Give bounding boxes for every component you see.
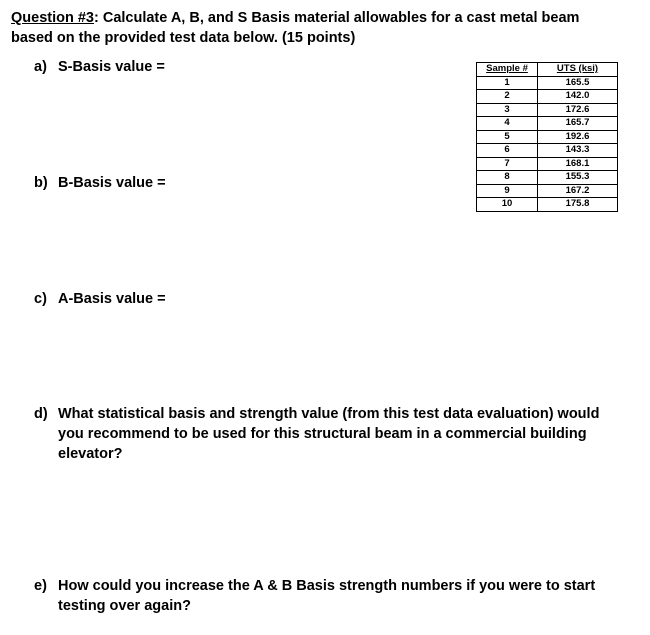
- sample-cell: 10: [477, 198, 538, 212]
- table-row: [477, 130, 618, 144]
- part-e-letter: e): [34, 578, 47, 594]
- sample-cell: 9: [477, 184, 538, 198]
- sample-cell: 8: [477, 171, 538, 185]
- uts-cell: 168.1: [538, 157, 618, 171]
- uts-cell: 165.7: [538, 117, 618, 131]
- table-row: [477, 117, 618, 131]
- part-c-text: A-Basis value =: [58, 291, 166, 307]
- uts-cell: 192.6: [538, 130, 618, 144]
- uts-cell: 167.2: [538, 184, 618, 198]
- header-sample: Sample #: [477, 63, 538, 77]
- part-e-text: How could you increase the A & B Basis strength numbers if you were to start testing over again?: [58, 578, 596, 614]
- part-b-text: B-Basis value =: [58, 175, 166, 191]
- test-data-table: [476, 62, 618, 212]
- sample-cell: 2: [477, 90, 538, 104]
- uts-cell: 165.5: [538, 76, 618, 90]
- table-row: [477, 198, 618, 212]
- question-heading: [11, 8, 611, 48]
- table-row: [477, 90, 618, 104]
- part-c-letter: c): [34, 291, 47, 307]
- table-row: [477, 184, 618, 198]
- table-row: [477, 144, 618, 158]
- uts-cell: 175.8: [538, 198, 618, 212]
- header-uts: UTS (ksi): [538, 63, 618, 77]
- table-header-row: [477, 63, 618, 77]
- uts-cell: 143.3: [538, 144, 618, 158]
- part-e: [34, 576, 614, 616]
- sample-cell: 7: [477, 157, 538, 171]
- table-row: [477, 103, 618, 117]
- uts-cell: 142.0: [538, 90, 618, 104]
- sample-cell: 5: [477, 130, 538, 144]
- table-row: [477, 76, 618, 90]
- part-b: [34, 173, 166, 193]
- table-row: [477, 157, 618, 171]
- table-row: [477, 171, 618, 185]
- question-number: Question #3: [11, 10, 94, 26]
- part-a-letter: a): [34, 59, 47, 75]
- sample-cell: 4: [477, 117, 538, 131]
- part-d-text: What statistical basis and strength value (from this test data evaluation) would you recommend to be used for this structural beam in a commercial building elevator?: [58, 406, 600, 462]
- part-a: [34, 57, 165, 77]
- uts-cell: 155.3: [538, 171, 618, 185]
- sample-cell: 1: [477, 76, 538, 90]
- question-title: : Calculate A, B, and S Basis material allowables for a cast metal beam based on the provided test data below. (15 points): [11, 10, 580, 46]
- part-d-letter: d): [34, 406, 48, 422]
- part-c: [34, 289, 166, 309]
- part-a-text: S-Basis value =: [58, 59, 165, 75]
- uts-cell: 172.6: [538, 103, 618, 117]
- part-d: [34, 404, 614, 464]
- sample-cell: 3: [477, 103, 538, 117]
- part-b-letter: b): [34, 175, 48, 191]
- sample-cell: 6: [477, 144, 538, 158]
